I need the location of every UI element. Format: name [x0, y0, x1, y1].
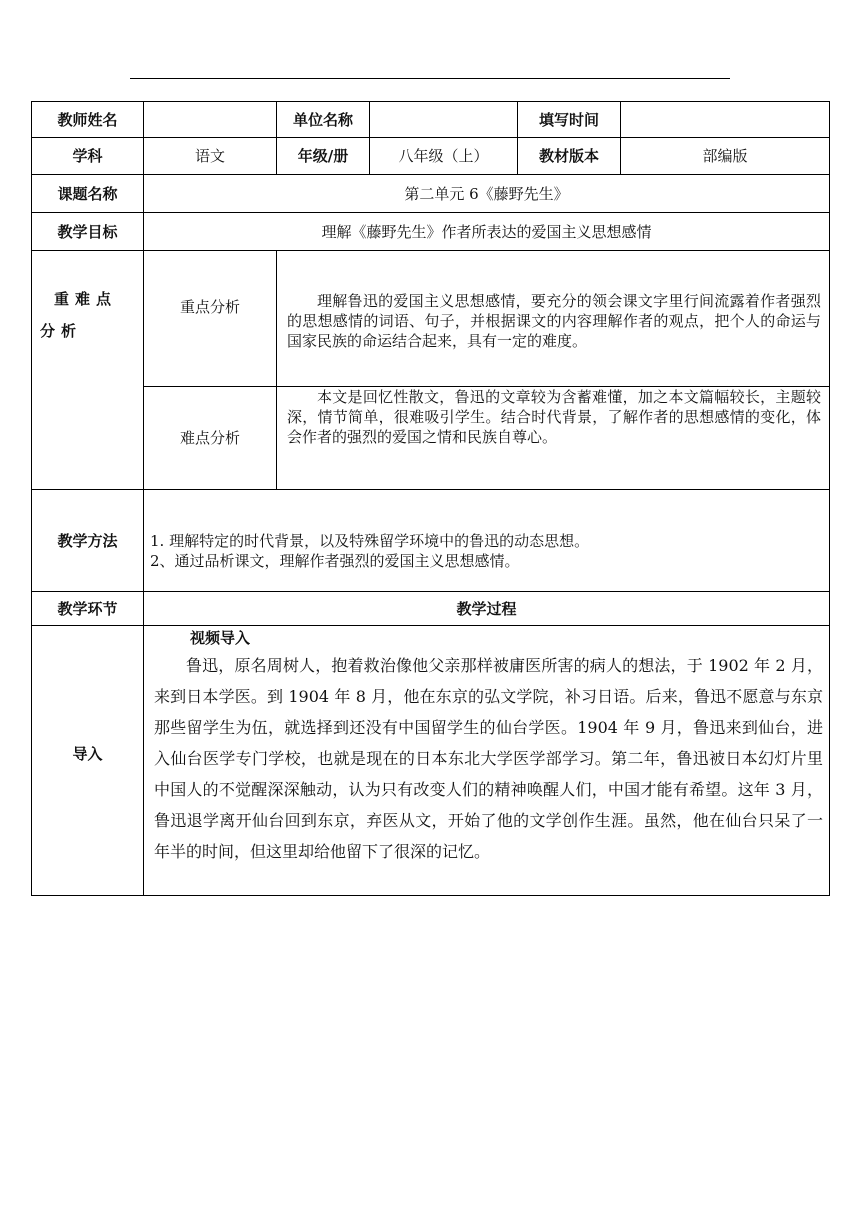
- row-lesson-title: [32, 175, 830, 213]
- fill-date-value: [621, 102, 830, 138]
- header-rule: [130, 78, 730, 79]
- fill-date-label: 填写时间: [518, 102, 621, 138]
- intro-text: 鲁迅，原名周树人，抱着救治像他父亲那样被庸医所害的病人的想法，于 1902 年 2 月，来到日本学医。到 1904 年 8 月，他在东京的弘文学院，补习日语。后来，鲁迅不愿意与东京那些留学生为伍，就选择到还没有中国留学生的仙台学医。1904 年 9 月，鲁迅来到仙台，进入仙台医学专门学校，也就是现在的日本东北大学医学部学习。第二年，鲁迅被日本幻灯片里中国人的不觉醒深深触动，认为只有改变人们的精神唤醒人们，中国才能有希望。这年 3 月，鲁迅退学离开仙台回到东京，弃医从文，开始了他的文学创作生涯。虽然，他在仙台只呆了一年半的时间，但这里却给他留下了很深的记忆。: [154, 656, 823, 861]
- method-item-2: 2、通过品析课文，理解作者强烈的爱国主义思想感情。: [150, 551, 520, 570]
- teaching-method-label: 教学方法: [32, 490, 144, 592]
- edition-value: 部编版: [621, 138, 830, 175]
- difficult-analysis-label: 难点分析: [144, 387, 277, 490]
- lesson-title-value: 第二单元 6《藤野先生》: [144, 175, 830, 213]
- unit-name-value: [370, 102, 518, 138]
- key-analysis-label: 重点分析: [144, 251, 277, 387]
- row-teacher-info: [32, 102, 830, 138]
- teacher-name-value: [144, 102, 277, 138]
- teaching-stage-label: 教学环节: [32, 592, 144, 626]
- row-teaching-method: [32, 490, 830, 592]
- intro-content: [144, 626, 830, 896]
- teacher-name-label: 教师姓名: [32, 102, 144, 138]
- row-teaching-goal: [32, 213, 830, 251]
- method-item-1: 1. 理解特定的时代背景，以及特殊留学环境中的鲁迅的动态思想。: [150, 531, 590, 550]
- teaching-process-label: 教学过程: [144, 592, 830, 626]
- subject-label: 学科: [32, 138, 144, 175]
- subject-value: 语文: [144, 138, 277, 175]
- difficult-analysis-text: 本文是回忆性散文，鲁迅的文章较为含蓄难懂，加之本文篇幅较长，主题较深，情节简单，很难吸引学生。结合时代背景，了解作者的思想感情的变化，体会作者的强烈的爱国之情和民族自尊心。: [277, 387, 830, 490]
- unit-name-label: 单位名称: [277, 102, 370, 138]
- edition-label: 教材版本: [518, 138, 621, 175]
- row-difficult-analysis: [32, 387, 830, 490]
- grade-label: 年级/册: [277, 138, 370, 175]
- row-process-header: [32, 592, 830, 626]
- grade-value: 八年级（上）: [370, 138, 518, 175]
- intro-title: 视频导入: [190, 629, 251, 647]
- teaching-goal-value: 理解《藤野先生》作者所表达的爱国主义思想感情: [144, 213, 830, 251]
- row-key-analysis: [32, 251, 830, 387]
- key-analysis-text: 理解鲁迅的爱国主义思想感情，要充分的领会课文字里行间流露着作者强烈的思想感情的词语、句子，并根据课文的内容理解作者的观点，把个人的命运与国家民族的命运结合起来，具有一定的难度。: [277, 251, 830, 387]
- row-intro: [32, 626, 830, 896]
- row-subject-info: [32, 138, 830, 175]
- lesson-title-label: 课题名称: [32, 175, 144, 213]
- analysis-label: [32, 251, 144, 490]
- intro-label: 导入: [32, 626, 144, 896]
- teaching-method-content: [144, 490, 830, 592]
- teaching-goal-label: 教学目标: [32, 213, 144, 251]
- lesson-plan-table: [31, 101, 830, 896]
- analysis-label-text: 重难点分析: [40, 290, 118, 340]
